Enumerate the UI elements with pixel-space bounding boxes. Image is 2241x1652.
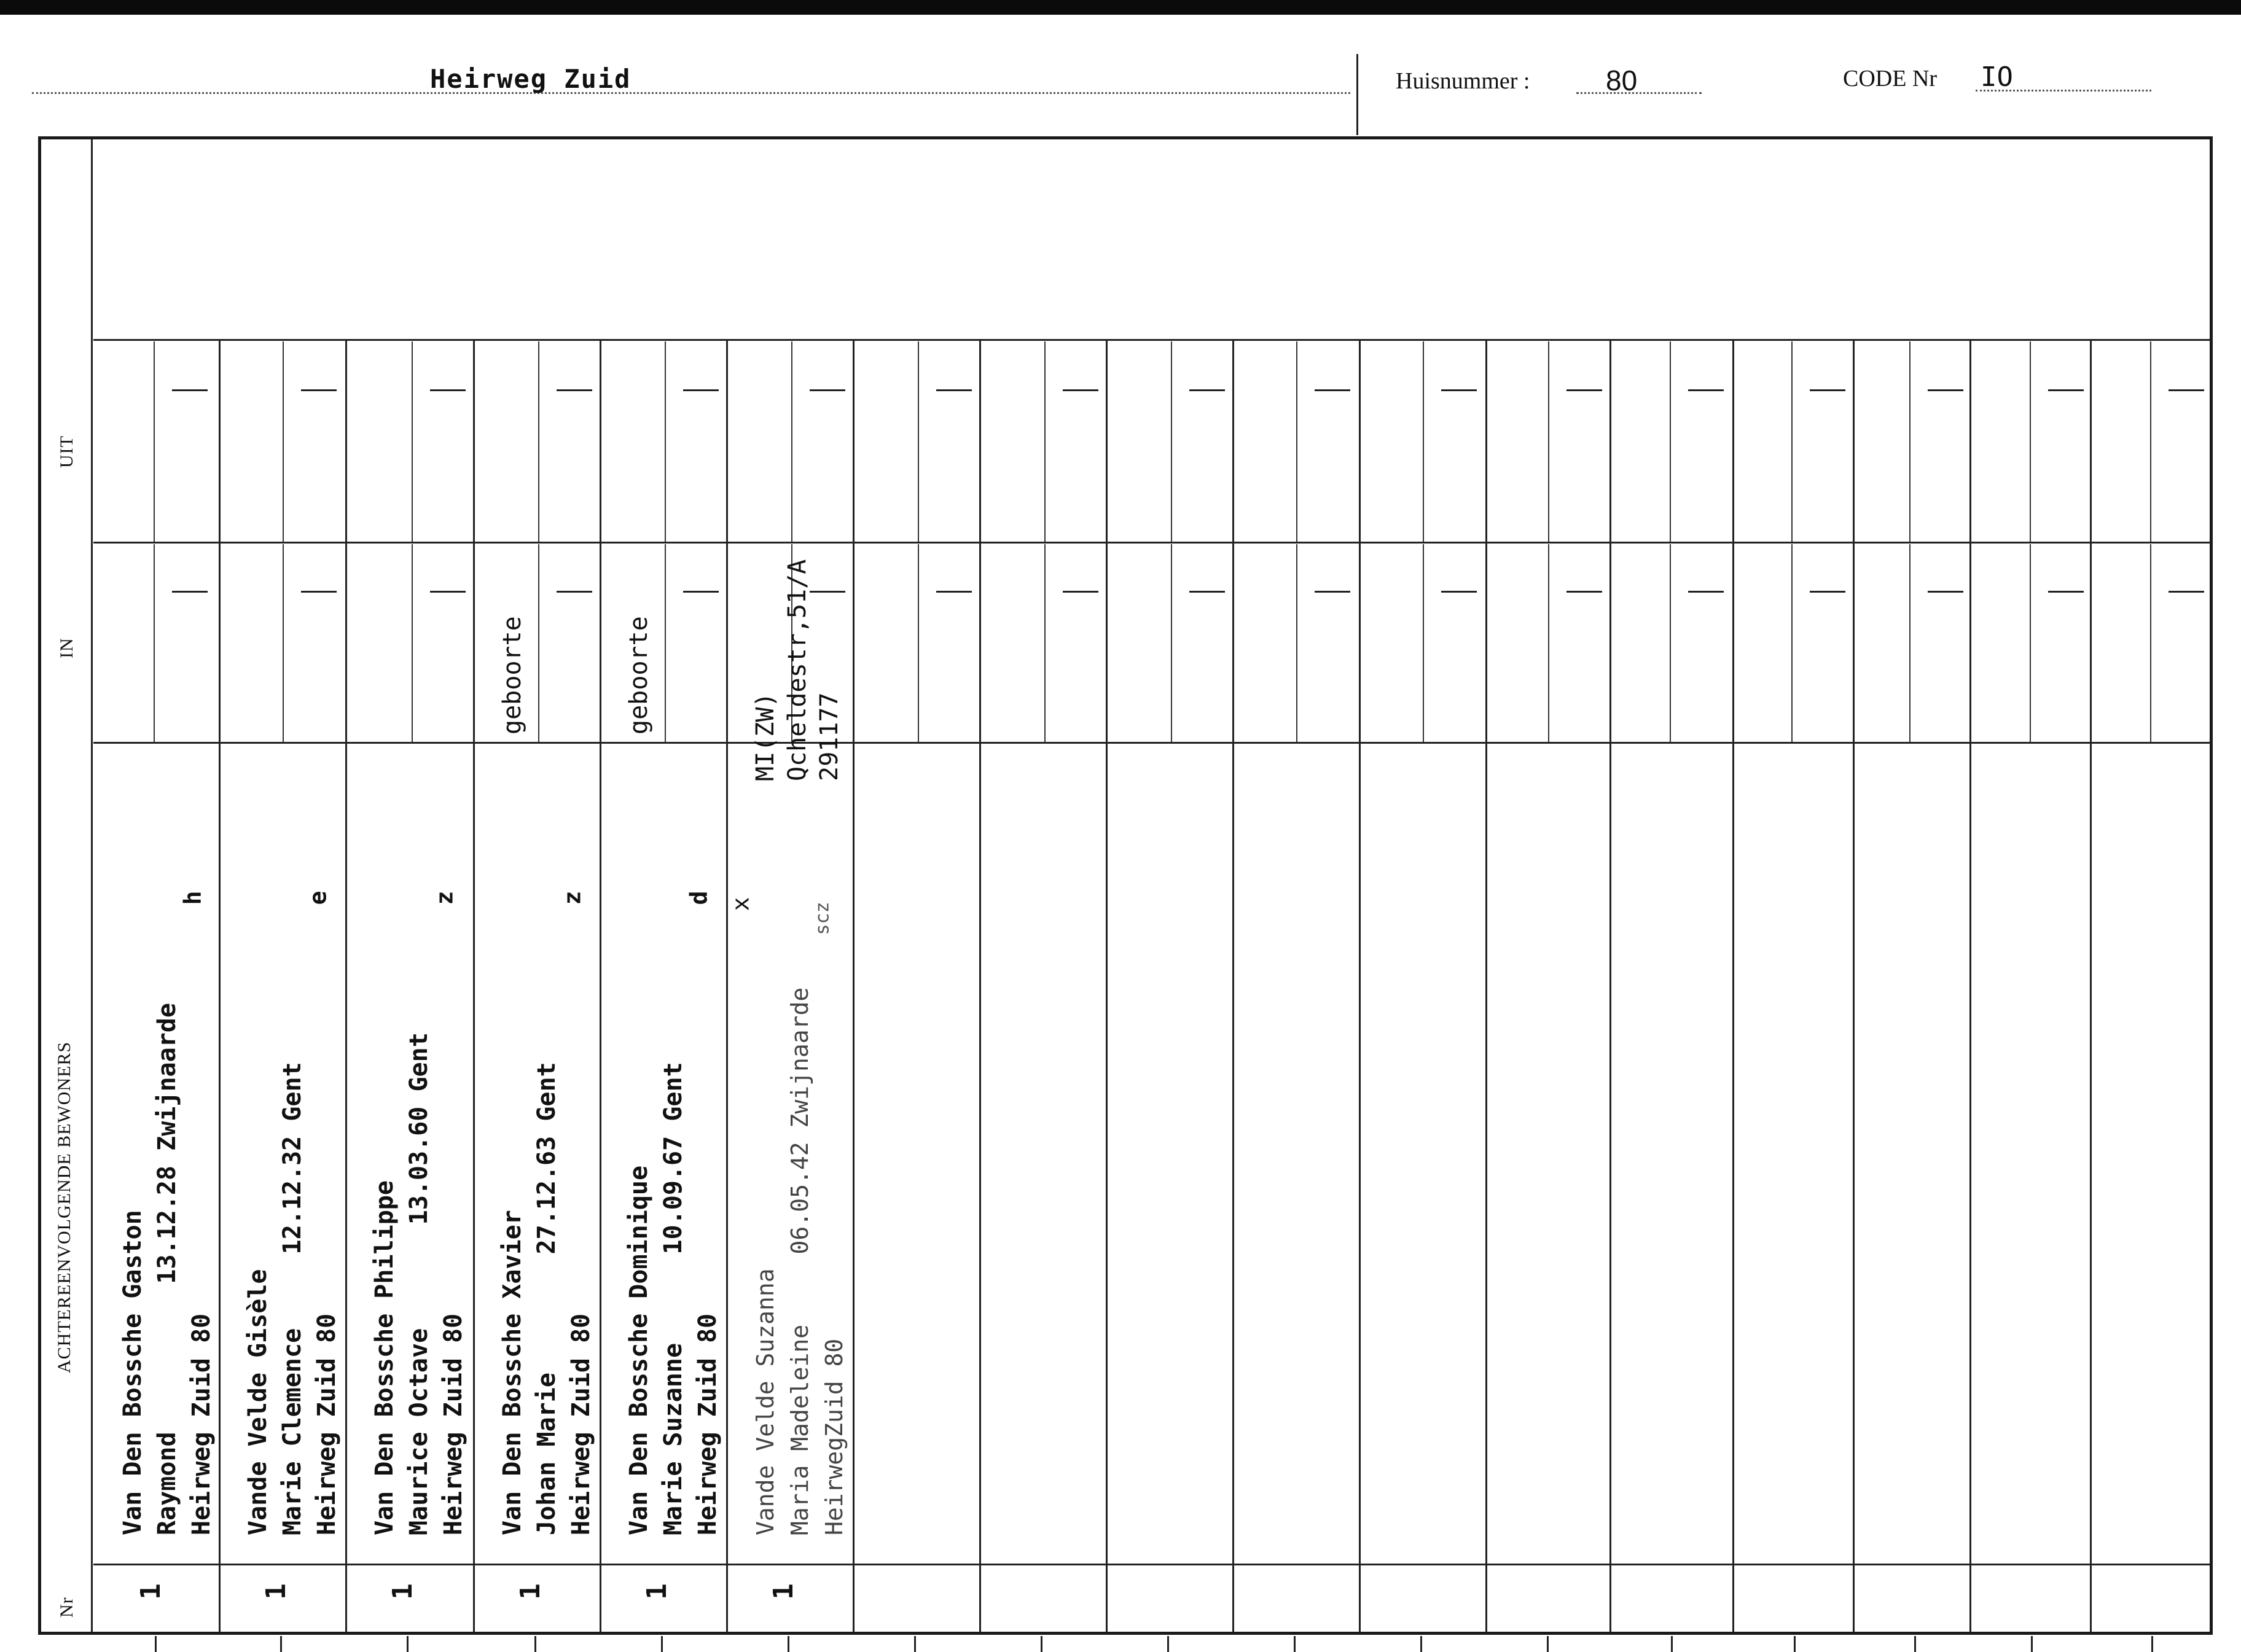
bottom-tick — [914, 1636, 916, 1652]
in-dash — [557, 591, 592, 593]
in-dash — [2048, 591, 2084, 593]
in-subdivider — [665, 544, 666, 742]
in-dash — [172, 591, 208, 593]
resident-number: 1 — [767, 1583, 799, 1600]
column-divider — [219, 339, 221, 1632]
in-dash — [1441, 591, 1477, 593]
uit-dash — [172, 389, 208, 391]
column-divider — [1609, 339, 1611, 1632]
in-subdivider — [1670, 544, 1671, 742]
in-subdivider — [2150, 544, 2151, 742]
street-dotted-line — [32, 92, 1350, 94]
resident-entry-line: Van Den Bossche Gaston — [119, 1210, 147, 1535]
column-divider — [979, 339, 981, 1632]
resident-code: e — [304, 890, 332, 905]
uit-subdivider — [918, 341, 919, 542]
uit-dash — [936, 389, 972, 391]
in-entry — [749, 559, 845, 781]
in-dash — [1189, 591, 1225, 593]
resident-entry-line: Van Den Bossche Xavier — [498, 1210, 526, 1535]
uit-subdivider — [1909, 341, 1911, 542]
resident-number: 1 — [514, 1583, 546, 1600]
bottom-tick — [1671, 1636, 1673, 1652]
column-divider — [1232, 339, 1234, 1632]
bottom-tick — [1794, 1636, 1796, 1652]
in-entry-line: Qcheldestr,51/A — [783, 559, 812, 781]
resident-code-note: scz — [812, 902, 834, 935]
in-label: IN — [57, 637, 77, 658]
resident-entry-line: Maria Madeleine 06.05.42 Zwijnaarde — [786, 987, 813, 1535]
uit-subdivider — [791, 341, 792, 542]
column-divider — [345, 339, 347, 1632]
resident-code: x — [727, 897, 754, 911]
resident-number: 1 — [386, 1583, 418, 1600]
uit-label: UIT — [57, 435, 77, 468]
uit-subdivider — [538, 341, 539, 542]
bottom-tick — [661, 1636, 663, 1652]
uit-dash — [1810, 389, 1845, 391]
resident-entry — [748, 988, 851, 1535]
uit-dash — [1315, 389, 1350, 391]
in-dash — [1928, 591, 1963, 593]
column-divider — [1485, 339, 1487, 1632]
column-divider — [600, 339, 601, 1632]
in-dash — [1315, 591, 1350, 593]
uit-dash — [1063, 389, 1098, 391]
in-subdivider — [538, 544, 539, 742]
bottom-tick — [1294, 1636, 1296, 1652]
uit-subdivider — [1670, 341, 1671, 542]
resident-entry — [622, 1062, 725, 1535]
house-number-label: Huisnummer : — [1396, 68, 1530, 94]
uit-subdivider — [1423, 341, 1424, 542]
uit-dash — [1688, 389, 1724, 391]
uit-dash — [1189, 389, 1225, 391]
uit-dash — [430, 389, 466, 391]
resident-entry-line: Vande Velde Gisèle — [244, 1269, 272, 1535]
resident-code: z — [558, 890, 586, 905]
resident-number: 1 — [135, 1583, 166, 1600]
in-subdivider — [1423, 544, 1424, 742]
in-dash — [936, 591, 972, 593]
resident-entry-line: Marie Clemence 12.12.32 Gent — [278, 1062, 307, 1535]
bottom-tick — [2151, 1636, 2153, 1652]
resident-entry — [367, 1032, 471, 1535]
column-divider — [1732, 339, 1734, 1632]
uit-dash — [2048, 389, 2084, 391]
in-subdivider — [1909, 544, 1911, 742]
uit-dash — [301, 389, 337, 391]
column-divider — [853, 339, 855, 1632]
in-subdivider — [2030, 544, 2031, 742]
bottom-tick — [788, 1636, 789, 1652]
in-subdivider — [1548, 544, 1549, 742]
resident-entry-line: Raymond 13.12.28 Zwijnaarde — [153, 1003, 181, 1535]
uit-dash — [2169, 389, 2204, 391]
uit-subdivider — [2030, 341, 2031, 542]
uit-subdivider — [1548, 341, 1549, 542]
section-divider-uit-in — [93, 542, 2210, 544]
residents-label: ACHTEREENVOLGENDE BEWONERS — [54, 1041, 74, 1373]
uit-subdivider — [283, 341, 284, 542]
column-divider — [726, 339, 728, 1632]
bottom-tick — [407, 1636, 409, 1652]
in-subdivider — [283, 544, 284, 742]
uit-subdivider — [1791, 341, 1793, 542]
uit-subdivider — [2150, 341, 2151, 542]
header-divider — [1356, 54, 1358, 135]
column-divider — [473, 339, 475, 1632]
in-dash — [430, 591, 466, 593]
in-subdivider — [154, 544, 155, 742]
column-divider — [1853, 339, 1855, 1632]
in-dash — [1566, 591, 1602, 593]
nr-label: Nr — [57, 1597, 77, 1618]
bottom-tick — [1041, 1636, 1042, 1652]
in-dash — [683, 591, 719, 593]
register-frame — [38, 136, 2213, 1635]
side-label-column-divider — [91, 139, 93, 1632]
in-subdivider — [1791, 544, 1793, 742]
column-divider — [1969, 339, 1971, 1632]
uit-dash — [1441, 389, 1477, 391]
uit-subdivider — [1171, 341, 1172, 542]
in-entry-line: MI(ZW) — [751, 692, 780, 781]
bottom-tick — [1167, 1636, 1169, 1652]
uit-dash — [683, 389, 719, 391]
in-dash — [2169, 591, 2204, 593]
resident-entry-line: Heirweg Zuid 80 — [313, 1313, 341, 1535]
resident-entry — [115, 1003, 219, 1535]
resident-entry-line: Van Den Bossche Dominique — [625, 1165, 653, 1535]
resident-entry-line: Maurice Octave 13.03.60 Gent — [405, 1032, 433, 1535]
resident-entry — [241, 1062, 344, 1535]
column-divider — [1106, 339, 1108, 1632]
bottom-tick — [2031, 1636, 2033, 1652]
column-divider — [2090, 339, 2092, 1632]
uit-subdivider — [665, 341, 666, 542]
bottom-tick — [1547, 1636, 1549, 1652]
in-entry-line: geboorte — [625, 616, 653, 734]
resident-code: d — [685, 890, 713, 905]
resident-entry-line: Heirweg Zuid 80 — [694, 1313, 722, 1535]
bottom-tick — [1420, 1636, 1422, 1652]
resident-entry-line: Heirweg Zuid 80 — [567, 1313, 595, 1535]
resident-entry-line: Heirweg Zuid 80 — [187, 1313, 216, 1535]
in-subdivider — [1296, 544, 1297, 742]
in-subdivider — [412, 544, 413, 742]
resident-entry-line: Heirweg Zuid 80 — [439, 1313, 467, 1535]
scan-top-border — [0, 0, 2241, 15]
in-entry-line: 291177 — [815, 692, 843, 781]
resident-entry-line: Van Den Bossche Philippe — [370, 1180, 399, 1535]
uit-dash — [1928, 389, 1963, 391]
code-value: IO — [1981, 61, 2013, 93]
resident-entry-line: Vande Velde Suzanna — [752, 1268, 779, 1535]
column-divider — [1359, 339, 1361, 1632]
code-label: CODE Nr — [1843, 66, 1938, 92]
in-subdivider — [1171, 544, 1172, 742]
bottom-tick — [155, 1636, 157, 1652]
uit-dash — [810, 389, 845, 391]
in-entry — [496, 616, 528, 734]
uit-dash — [557, 389, 592, 391]
in-dash — [1688, 591, 1724, 593]
uit-subdivider — [1044, 341, 1046, 542]
resident-code: z — [431, 890, 458, 905]
resident-number: 1 — [641, 1583, 673, 1600]
in-dash — [301, 591, 337, 593]
uit-dash — [1566, 389, 1602, 391]
resident-code: h — [179, 890, 206, 905]
section-divider-top — [93, 339, 2210, 341]
resident-entry-line: Marie Suzanne 10.09.67 Gent — [659, 1062, 687, 1535]
house-number-dotted-line — [1576, 92, 1702, 94]
house-number-value: 80 — [1606, 64, 1638, 96]
uit-subdivider — [1296, 341, 1297, 542]
in-entry — [623, 616, 655, 734]
resident-entry-line: Johan Marie 27.12.63 Gent — [533, 1062, 561, 1535]
bottom-tick — [1914, 1636, 1916, 1652]
uit-subdivider — [154, 341, 155, 542]
section-divider-residents-nr — [93, 1564, 2210, 1565]
bottom-tick — [534, 1636, 536, 1652]
resident-entry-line: HeirwegZuid 80 — [821, 1338, 848, 1535]
uit-subdivider — [412, 341, 413, 542]
in-subdivider — [918, 544, 919, 742]
street-name: Heirweg Zuid — [430, 64, 632, 94]
resident-entry — [495, 1062, 598, 1535]
in-subdivider — [1044, 544, 1046, 742]
section-divider-in-residents — [93, 742, 2210, 744]
in-entry-line: geboorte — [498, 616, 526, 734]
resident-number: 1 — [260, 1583, 292, 1600]
bottom-tick — [280, 1636, 282, 1652]
in-dash — [1810, 591, 1845, 593]
in-dash — [1063, 591, 1098, 593]
